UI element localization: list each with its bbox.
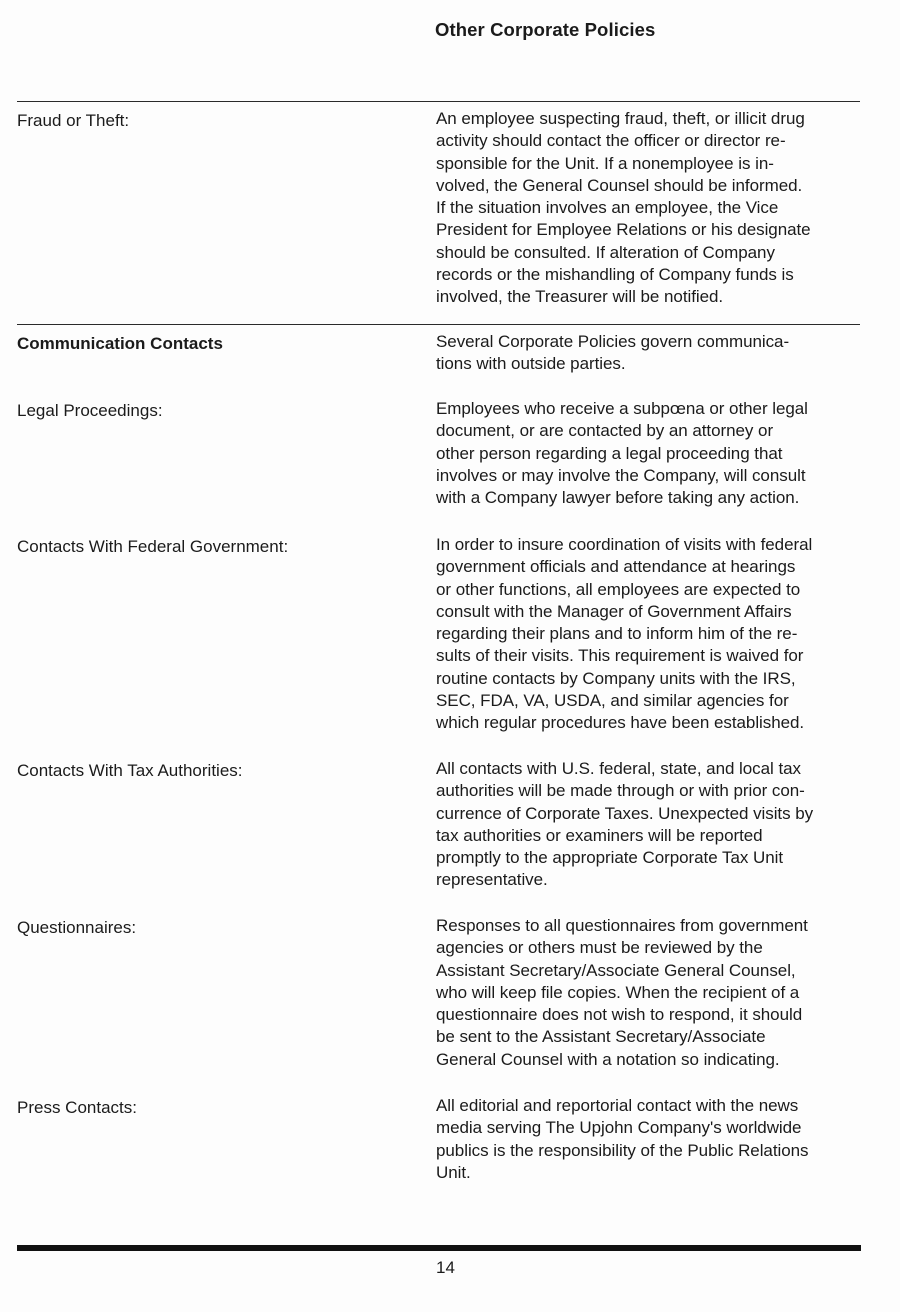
section-divider	[17, 101, 860, 102]
federal-government-label: Contacts With Federal Government:	[17, 537, 289, 556]
questionnaires-text: Responses to all questionnaires from government agencies or others must be reviewed by the Assistant Secretary/Associate General Counsel, who will keep file copies. When the recipient of a questionnaire does not wish to respond, it should be sent to the Assistant Secretary/Associate General Counsel with a notation so indicating.	[436, 916, 808, 1069]
press-contacts-text: All editorial and reportorial contact with the news media serving The Upjohn Company's worldwide publics is the responsibility of the Public Relations Unit.	[436, 1096, 809, 1182]
fraud-text: An employee suspecting fraud, theft, or illicit drug activity should contact the officer or director re- sponsible for the Unit. If a nonemployee is in- volved, the General Counsel should be informed. If the situation involves an employee, the Vice President for Employee Relations or his designate should be consulted. If alteration of Company records or the mishandling of Company funds is involved, the Treasurer will be notified.	[436, 109, 811, 307]
legal-proceedings-label: Legal Proceedings:	[17, 401, 163, 420]
tax-authorities-text: All contacts with U.S. federal, state, and local tax authorities will be made through or with prior con- currence of Corporate Taxes. Unexpected visits by tax authorities or examiners will be reported promptly to the appropriate Corporate Tax Unit representative.	[436, 759, 814, 890]
press-contacts-label: Press Contacts:	[17, 1098, 137, 1117]
tax-authorities-label: Contacts With Tax Authorities:	[17, 761, 243, 780]
section-divider	[17, 324, 860, 325]
section-intro: Several Corporate Policies govern communica- tions with outside parties.	[436, 332, 790, 374]
page-number: 14	[436, 1258, 455, 1277]
federal-government-text: In order to insure coordination of visits with federal government officials and attendance at hearings or other functions, all employees are expected to consult with the Manager of Government Affairs regarding their plans and to inform him of the re- sults of their visits. This requirement is waived for routine contacts by Company units with the IRS, SEC, FDA, VA, USDA, and similar agencies for which regular procedures have been established.	[436, 535, 813, 733]
questionnaires-label: Questionnaires:	[17, 918, 137, 937]
fraud-label: Fraud or Theft:	[17, 111, 130, 130]
footer-rule	[17, 1245, 861, 1251]
legal-proceedings-text: Employees who receive a subpœna or other legal document, or are contacted by an attorney or other person regarding a legal proceeding that involves or may involve the Company, will consult with a Company lawyer before taking any action.	[436, 399, 808, 508]
section-heading: Communication Contacts	[17, 334, 223, 353]
page-title: Other Corporate Policies	[435, 19, 656, 40]
